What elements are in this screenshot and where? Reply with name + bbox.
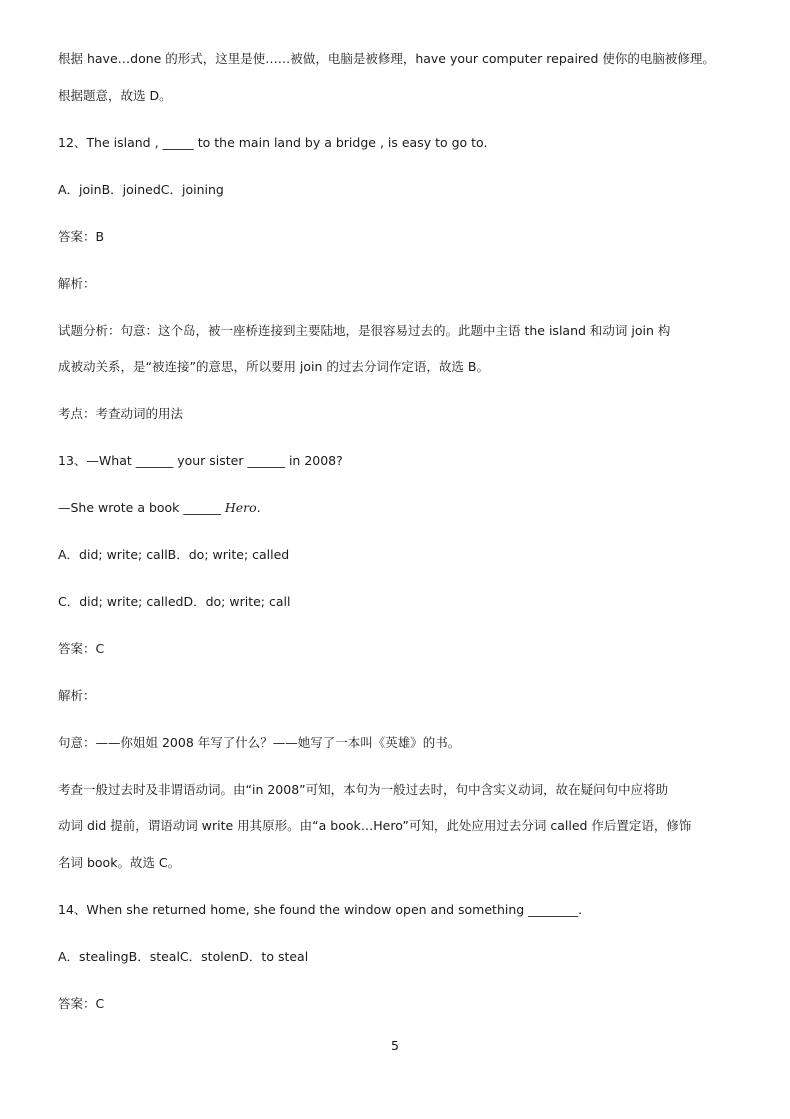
page-number: 5 [391,1038,399,1053]
question-14-answer: 答案：C [58,996,105,1011]
question-13-translation: 句意：——你姐姐 2008 年写了什么？——她写了一本叫《英雄》的书。 [58,735,461,750]
question-13-reply [58,500,738,516]
question-14: 14、When she returned home, she found the window open and something ________. [58,902,583,917]
question-13-reply-text: —She wrote a book ______ [58,500,225,515]
question-12-point: 考点：考查动词的用法 [58,406,184,421]
question-12-options: A．joinB．joinedC．joining [58,182,224,197]
question-13-analysis-label: 解析： [58,688,96,703]
question-12-analysis-line: 成被动关系，是“被连接”的意思，所以要用 join 的过去分词作定语，故选 B。 [58,359,489,374]
question-13-explain-line: 动词 did 提前，谓语动词 write 用其原形。由“a book…Hero”可知，此处应用过去分词 called 作后置定语，修饰 [58,818,692,833]
question-13-options: A．did; write; callB．do; write; called [58,547,290,562]
question-12-analysis-line: 试题分析：句意：这个岛，被一座桥连接到主要陆地，是很容易过去的。此题中主语 the island 和动词 join 构 [58,323,671,338]
text-line: 根据题意，故选 D。 [58,88,172,103]
question-13-reply-title: Hero [224,500,257,515]
question-13-reply-period: . [256,500,261,515]
question-12-analysis-label: 解析： [58,276,96,291]
question-14-options: A．stealingB．stealC．stolenD．to steal [58,949,309,964]
text-line: 根据 have…done 的形式，这里是使……被做，电脑是被修理，have your computer repaired 使你的电脑被修理。 [58,51,715,66]
question-13-options: C．did; write; calledD．do; write; call [58,594,291,609]
question-13: 13、—What ______ your sister ______ in 2008? [58,453,343,468]
question-12-answer: 答案：B [58,229,105,244]
question-13-explain-line: 考查一般过去时及非谓语动词。由“in 2008”可知，本句为一般过去时，句中含实义动词，故在疑问句中应将助 [58,782,669,797]
question-12: 12、The island , _____ to the main land by a bridge , is easy to go to. [58,135,488,150]
question-13-explain-line: 名词 book。故选 C。 [58,855,181,870]
question-13-answer: 答案：C [58,641,105,656]
